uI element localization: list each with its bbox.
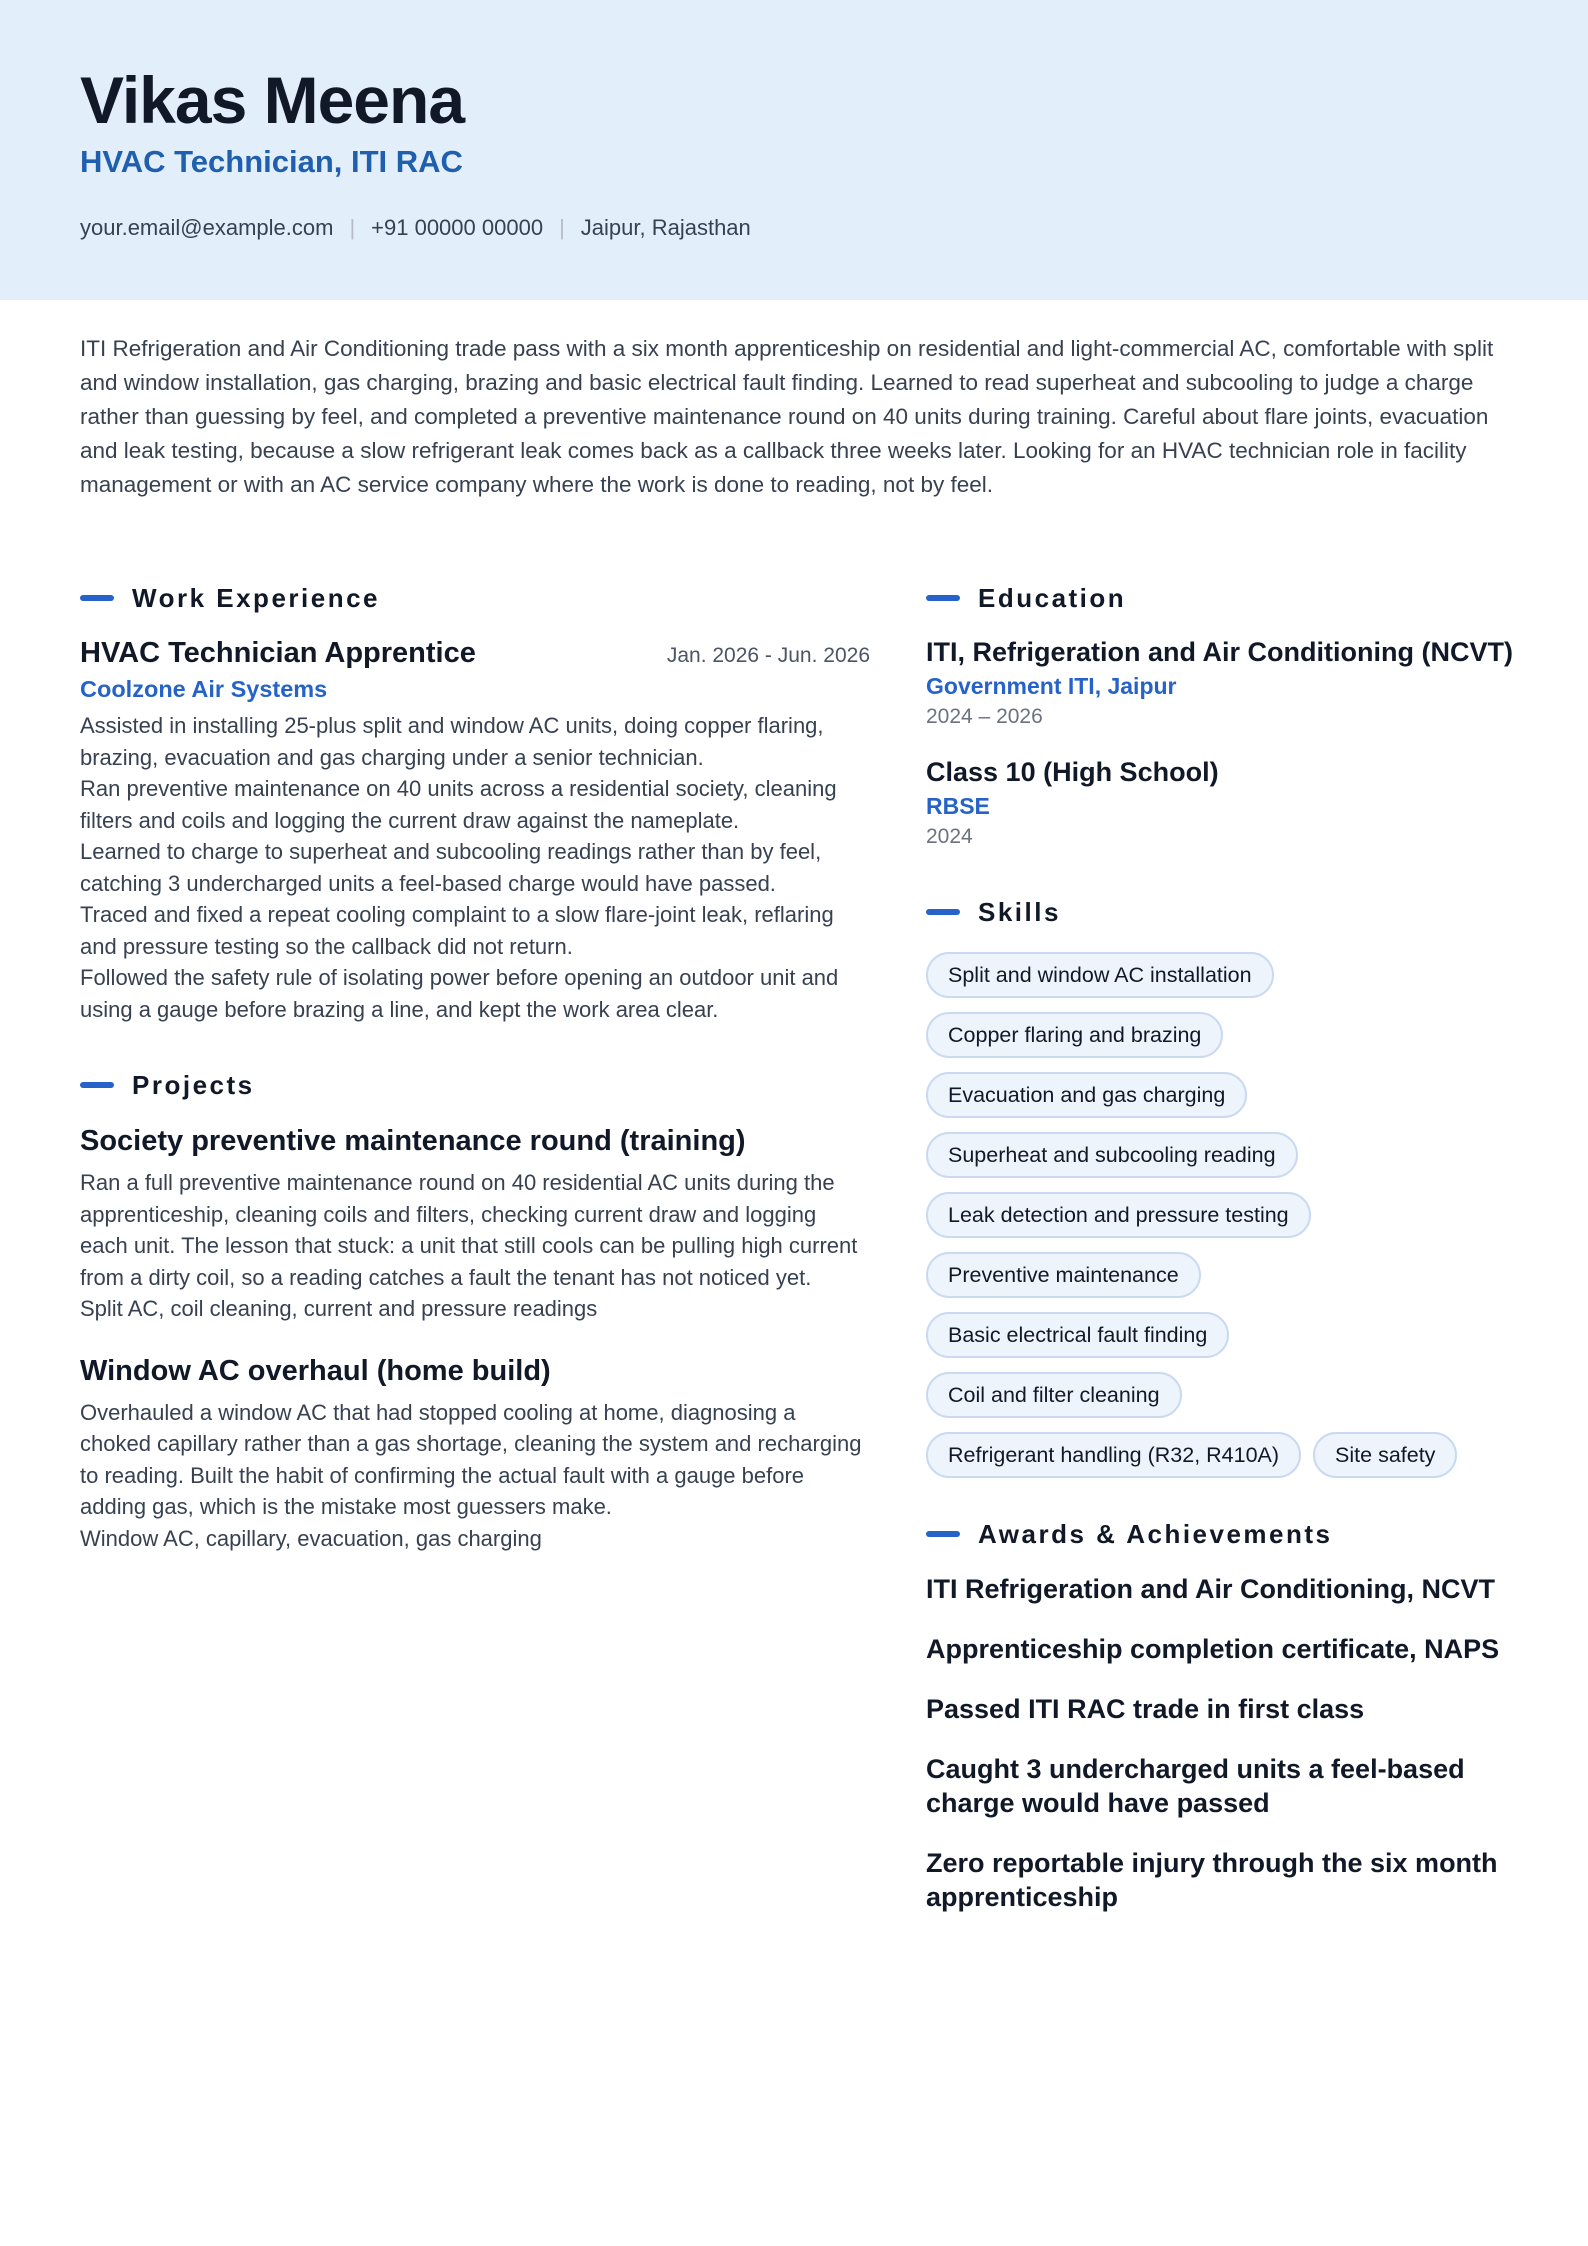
contact-separator: | (349, 215, 356, 240)
project-title: Society preventive maintenance round (training) (80, 1125, 746, 1157)
projects-heading: Projects (132, 1069, 255, 1100)
skills-list (926, 952, 1526, 1478)
right-column (926, 578, 1526, 1940)
candidate-name: Vikas Meena (80, 63, 465, 137)
job-title: HVAC Technician Apprentice (80, 637, 476, 669)
section-accent-bar (926, 1531, 960, 1537)
education-school: Government ITI, Jaipur (926, 673, 1177, 699)
left-column (80, 578, 870, 1554)
project-tech: Split AC, coil cleaning, current and pressure readings (80, 1296, 598, 1321)
education-section-header (926, 578, 1526, 618)
job-entry (80, 634, 870, 1025)
skill-pill: Leak detection and pressure testing (926, 1192, 1311, 1238)
skill-pill: Coil and filter cleaning (926, 1372, 1182, 1418)
education-entry (926, 634, 1526, 732)
education-degree: ITI, Refrigeration and Air Conditioning (NCVT) (926, 637, 1513, 667)
education-years: 2024 – 2026 (926, 705, 1043, 728)
education-degree: Class 10 (High School) (926, 757, 1219, 787)
projects-section-header (80, 1065, 870, 1105)
education-years: 2024 (926, 825, 973, 848)
skill-pill: Basic electrical fault finding (926, 1312, 1229, 1358)
awards-heading: Awards & Achievements (978, 1518, 1333, 1549)
skill-pill: Preventive maintenance (926, 1252, 1201, 1298)
candidate-role: HVAC Technician, ITI RAC (80, 144, 463, 179)
project-description: Overhauled a window AC that had stopped cooling at home, diagnosing a choked capillary rather than a gas shortage, cleaning the system and recharging to reading. Built the habit of confirming the actual fault with a gauge before adding gas, which is the mistake most guessers make. (80, 1399, 862, 1519)
skills-heading: Skills (978, 896, 1061, 927)
award-item: Zero reportable injury through the six month apprenticeship (926, 1848, 1498, 1912)
education-heading: Education (978, 582, 1127, 613)
contact-email: your.email@example.com (80, 215, 334, 240)
awards-section-header (926, 1514, 1526, 1554)
award-item: ITI Refrigeration and Air Conditioning, NCVT (926, 1574, 1495, 1604)
job-bullet: Ran preventive maintenance on 40 units across a residential society, cleaning filters and coils and logging the current draw against the nameplate. (80, 776, 837, 833)
profile-summary: ITI Refrigeration and Air Conditioning trade pass with a six month apprenticeship on residential and light-commercial AC, comfortable with split and window installation, gas charging, brazing and basic electrical fault finding. Learned to read superheat and subcooling to judge a charge rather than guessing by feel, and completed a preventive maintenance round on 40 units during training. Careful about flare joints, evacuation and leak testing, because a slow refrigerant leak comes back as a callback three weeks later. Looking for an HVAC technician role in facility management or with an AC service company where the work is done to reading, not by feel. (80, 336, 1494, 497)
skill-pill: Evacuation and gas charging (926, 1072, 1247, 1118)
awards-list (926, 1572, 1526, 1914)
job-bullet: Followed the safety rule of isolating power before opening an outdoor unit and using a gauge before brazing a line, and kept the work area clear. (80, 965, 839, 1022)
section-accent-bar (926, 909, 960, 915)
resume-header (0, 0, 1588, 300)
section-accent-bar (80, 595, 114, 601)
contact-phone: +91 00000 00000 (371, 215, 544, 240)
education-entry (926, 754, 1526, 852)
project-description: Ran a full preventive maintenance round on 40 residential AC units during the apprenticeship, cleaning coils and filters, checking current draw and logging each unit. The lesson that stuck: a unit that still cools can be pulling high current from a dirty coil, so a reading catches a fault the tenant has not noticed yet. (80, 1170, 858, 1290)
skill-pill: Superheat and subcooling reading (926, 1132, 1298, 1178)
job-company: Coolzone Air Systems (80, 676, 328, 702)
award-item: Passed ITI RAC trade in first class (926, 1694, 1365, 1724)
skill-pill: Site safety (1313, 1432, 1457, 1478)
skill-pill: Copper flaring and brazing (926, 1012, 1223, 1058)
section-accent-bar (80, 1082, 114, 1088)
skill-pill: Refrigerant handling (R32, R410A) (926, 1432, 1301, 1478)
job-bullet: Learned to charge to superheat and subcooling readings rather than by feel, catching 3 undercharged units a feel-based charge would have passed. (80, 839, 822, 896)
job-bullet: Assisted in installing 25-plus split and window AC units, doing copper flaring, brazing, evacuation and gas charging under a senior technician. (80, 713, 824, 770)
experience-heading: Work Experience (132, 582, 381, 613)
project-entry (80, 1121, 870, 1325)
contact-location: Jaipur, Rajasthan (580, 215, 751, 240)
contact-line (80, 212, 751, 244)
award-item: Apprenticeship completion certificate, NAPS (926, 1634, 1500, 1664)
project-title: Window AC overhaul (home build) (80, 1354, 551, 1387)
section-accent-bar (926, 595, 960, 601)
experience-section-header (80, 578, 870, 618)
education-school: RBSE (926, 793, 990, 819)
skills-section-header (926, 892, 1526, 932)
skill-pill: Split and window AC installation (926, 952, 1274, 998)
job-bullet: Traced and fixed a repeat cooling complaint to a slow flare-joint leak, reflaring and pressure testing so the callback did not return. (80, 902, 834, 959)
project-entry (80, 1351, 870, 1555)
project-tech: Window AC, capillary, evacuation, gas charging (80, 1525, 542, 1551)
award-item: Caught 3 undercharged units a feel-based charge would have passed (926, 1754, 1465, 1818)
contact-separator: | (559, 215, 565, 240)
job-dates: Jan. 2026 - Jun. 2026 (666, 644, 870, 667)
